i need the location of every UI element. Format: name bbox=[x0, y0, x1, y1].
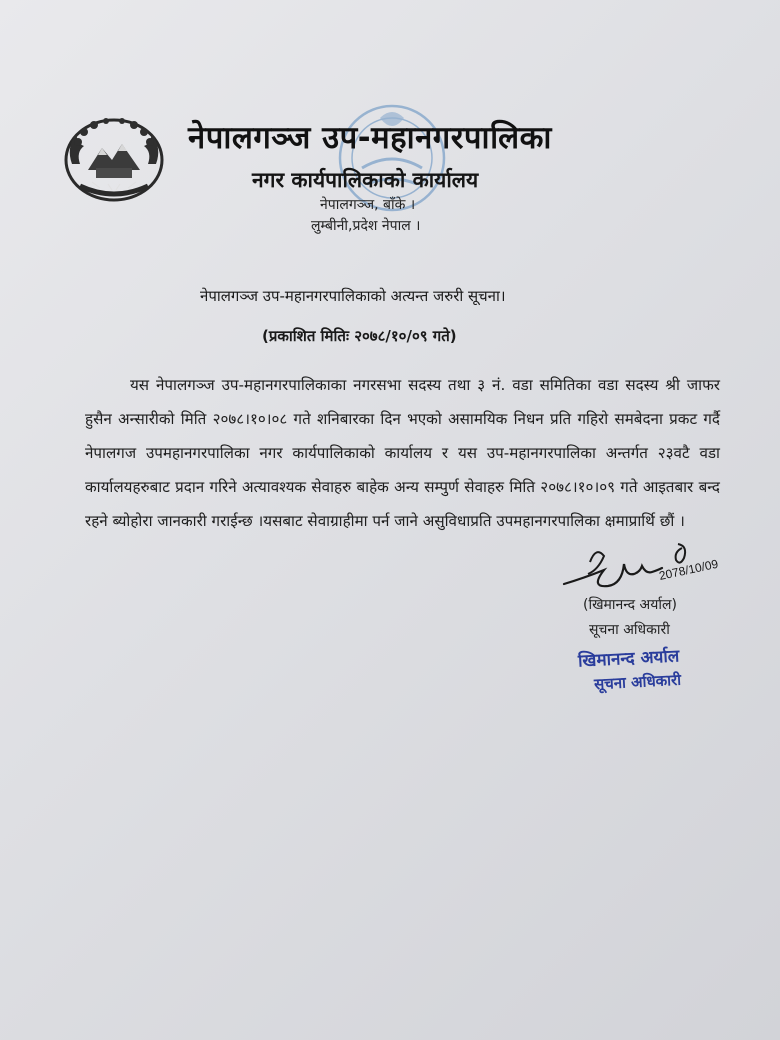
address-line-2: लुम्बीनी,प्रदेश नेपाल । bbox=[311, 218, 421, 234]
stamp-name: खिमानन्द अर्याल bbox=[577, 646, 680, 672]
signature-date: 2078/10/09 bbox=[657, 556, 720, 583]
signatory-name: (खिमानन्द अर्याल) bbox=[583, 597, 677, 613]
nepal-emblem-icon bbox=[58, 112, 170, 208]
publish-date: (प्रकाशित मितिः २०७८/१०/०९ गते) bbox=[262, 327, 457, 345]
notice-heading: नेपालगञ्ज उप-महानगरपालिकाको अत्यन्त जरुरी सूचना। bbox=[200, 287, 506, 305]
notice-body: यस नेपालगञ्ज उप-महानगरपालिकाका नगरसभा सदस्य तथा ३ नं. वडा समितिका वडा सदस्य श्री जाफर हुसैन अन्सारीको मिति २०७८।१०।०८ गते शनिबारका दिन भएको असामयिक निधन प्रति गहिरो समबेदना प्रकट गर्दै नेपालगज उपमहानगरपालिका नगर कार्यपालिकाको कार्यालय र यस उप-महानगरपालिका अन्तर्गत २३वटै वडा कार्यालयहरुबाट प्रदान गरिने अत्यावश्यक सेवाहरु बाहेक अन्य सम्पुर्ण सेवाहरु मिति २०७८।१०।०९ गते आइतबार बन्द रहने ब्योहोरा जानकारी गराईन्छ ।यसबाट सेवाग्राहीमा पर्न जाने असुविधाप्रति उपमहानगरपालिका क्षमाप्रार्थि छौं । bbox=[85, 376, 720, 530]
signatory-title: सूचना अधिकारी bbox=[589, 622, 670, 638]
office-name: नगर कार्यपालिकाको कार्यालय bbox=[252, 168, 479, 192]
handwritten-signature bbox=[560, 540, 735, 600]
municipality-title: नेपालगञ्ज उप-महानगरपालिका bbox=[188, 120, 552, 156]
address-line-1: नेपालगञ्ज, बाँके । bbox=[320, 197, 416, 213]
stamp-title: सूचना अधिकारी bbox=[593, 670, 682, 694]
